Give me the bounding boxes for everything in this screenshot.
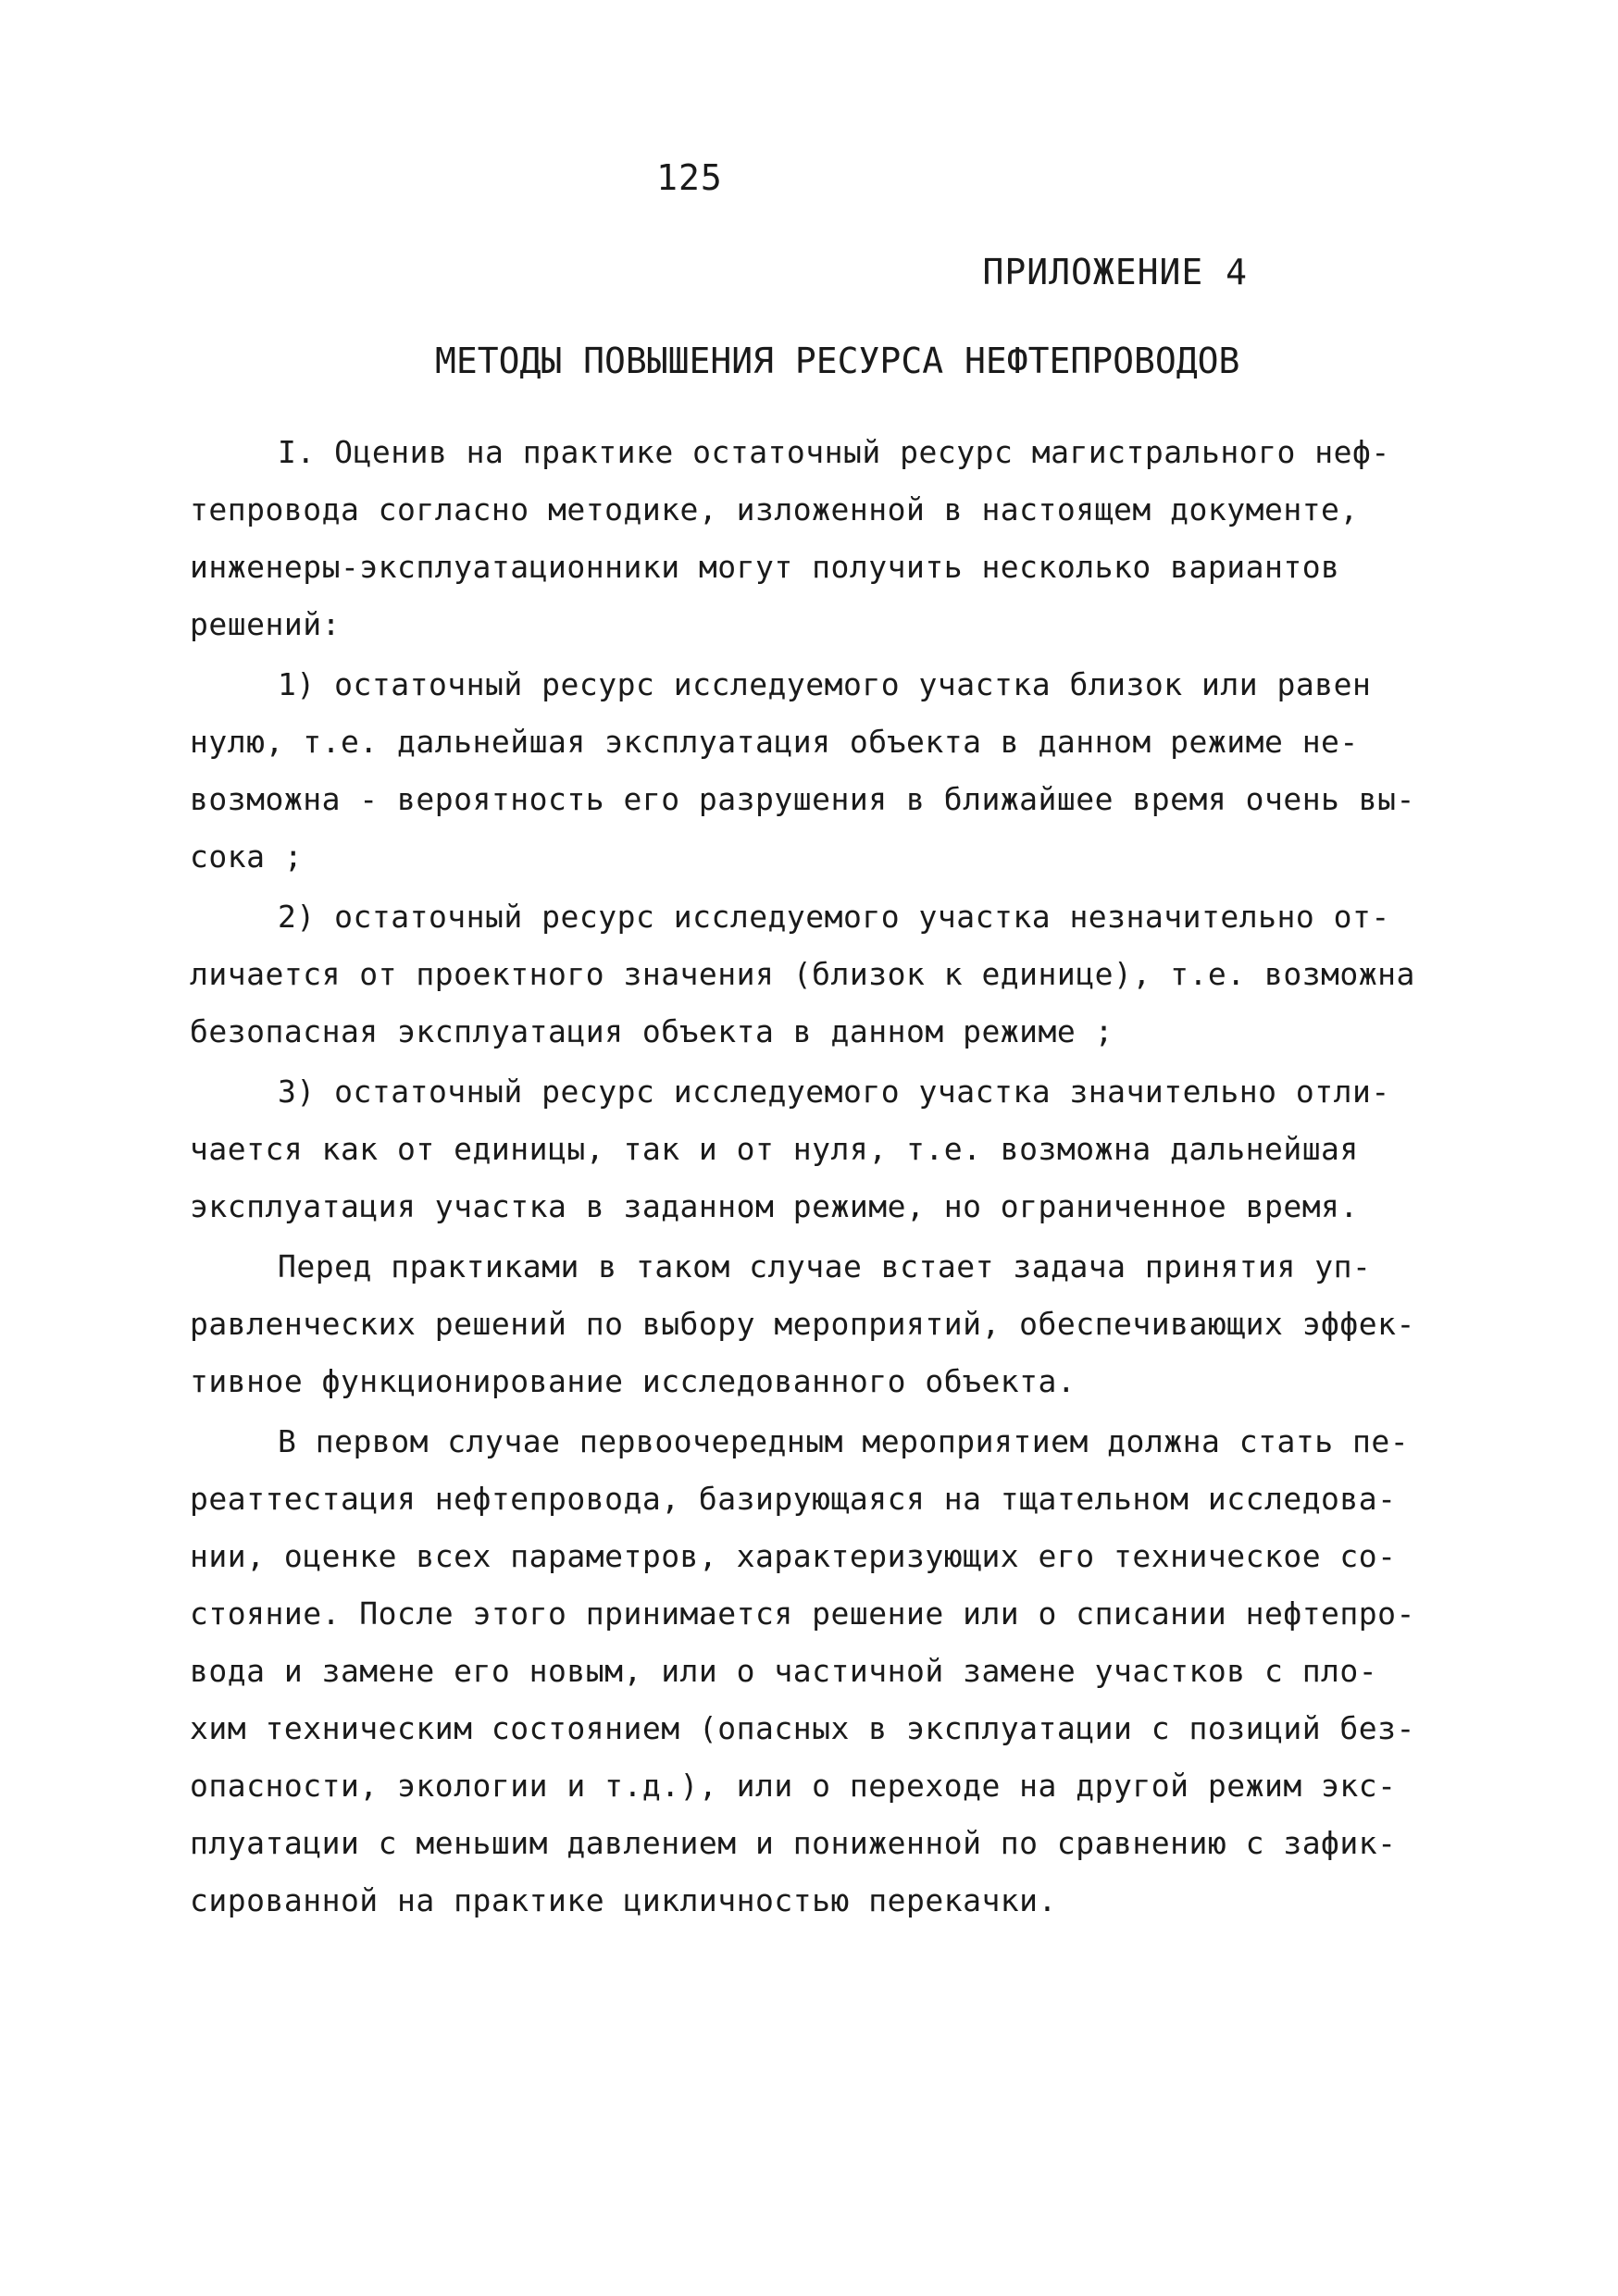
appendix-label: ПРИЛОЖЕНИЕ 4 xyxy=(982,252,1248,292)
text-line: плуатации с меньшим давлением и пониженной по сравнению с зафик- xyxy=(190,1825,1397,1861)
text-line: инженеры-эксплуатационники могут получить несколько вариантов xyxy=(190,549,1340,585)
text-line: 1) остаточный ресурс исследуемого участка близок или равен xyxy=(278,666,1372,702)
document-title: МЕТОДЫ ПОВЫШЕНИЯ РЕСУРСА НЕФТЕПРОВОДОВ xyxy=(435,341,1240,381)
text-line: нулю, т.е. дальнейшая эксплуатация объекта в данном режиме не- xyxy=(190,724,1359,760)
paragraph xyxy=(190,888,1421,1061)
text-line: опасности, экологии и т.д.), или о переходе на другой режим экс- xyxy=(190,1768,1397,1804)
text-line: тепровода согласно методике, изложенной в настоящем документе, xyxy=(190,491,1359,527)
paragraph xyxy=(190,424,1421,653)
text-line: В первом случае первоочередным мероприятием должна стать пе- xyxy=(278,1423,1410,1459)
body-text xyxy=(190,424,1421,1930)
text-line: сока ; xyxy=(190,838,304,875)
text-line: 3) остаточный ресурс исследуемого участка значительно отли- xyxy=(278,1074,1390,1110)
text-line: эксплуатация участка в заданном режиме, но ограниченное время. xyxy=(190,1188,1359,1224)
text-line: равленческих решений по выбору мероприятий, обеспечивающих эффек- xyxy=(190,1306,1415,1342)
text-line: I. Оценив на практике остаточный ресурс магистрального неф- xyxy=(278,434,1390,470)
text-line: чается как от единицы, так и от нуля, т.е. возможна дальнейшая xyxy=(190,1131,1359,1167)
paragraph xyxy=(190,1063,1421,1235)
text-line: сированной на практике цикличностью перекачки. xyxy=(190,1882,1057,1918)
text-line: нии, оценке всех параметров, характеризующих его техническое со- xyxy=(190,1538,1397,1574)
text-line: вода и замене его новым, или о частичной замене участков с пло- xyxy=(190,1653,1378,1689)
text-line: хим техническим состоянием (опасных в эксплуатации с позиций без- xyxy=(190,1710,1415,1746)
page-number: 125 xyxy=(656,157,723,198)
paragraph xyxy=(190,1238,1421,1410)
text-line: Перед практиками в таком случае встает задача принятия уп- xyxy=(278,1248,1372,1285)
text-line: тивное функционирование исследованного объекта. xyxy=(190,1363,1077,1399)
paragraph xyxy=(190,656,1421,886)
text-line: возможна - вероятность его разрушения в ближайшее время очень вы- xyxy=(190,781,1415,817)
paragraph xyxy=(190,1413,1421,1930)
text-line: стояние. После этого принимается решение или о списании нефтепро- xyxy=(190,1595,1415,1632)
text-line: личается от проектного значения (близок к единице), т.е. возможна xyxy=(190,956,1415,992)
text-line: безопасная эксплуатация объекта в данном режиме ; xyxy=(190,1013,1114,1049)
text-line: решений: xyxy=(190,606,341,642)
text-line: реаттестация нефтепровода, базирующаяся на тщательном исследова- xyxy=(190,1481,1397,1517)
text-line: 2) остаточный ресурс исследуемого участка незначительно от- xyxy=(278,899,1390,935)
